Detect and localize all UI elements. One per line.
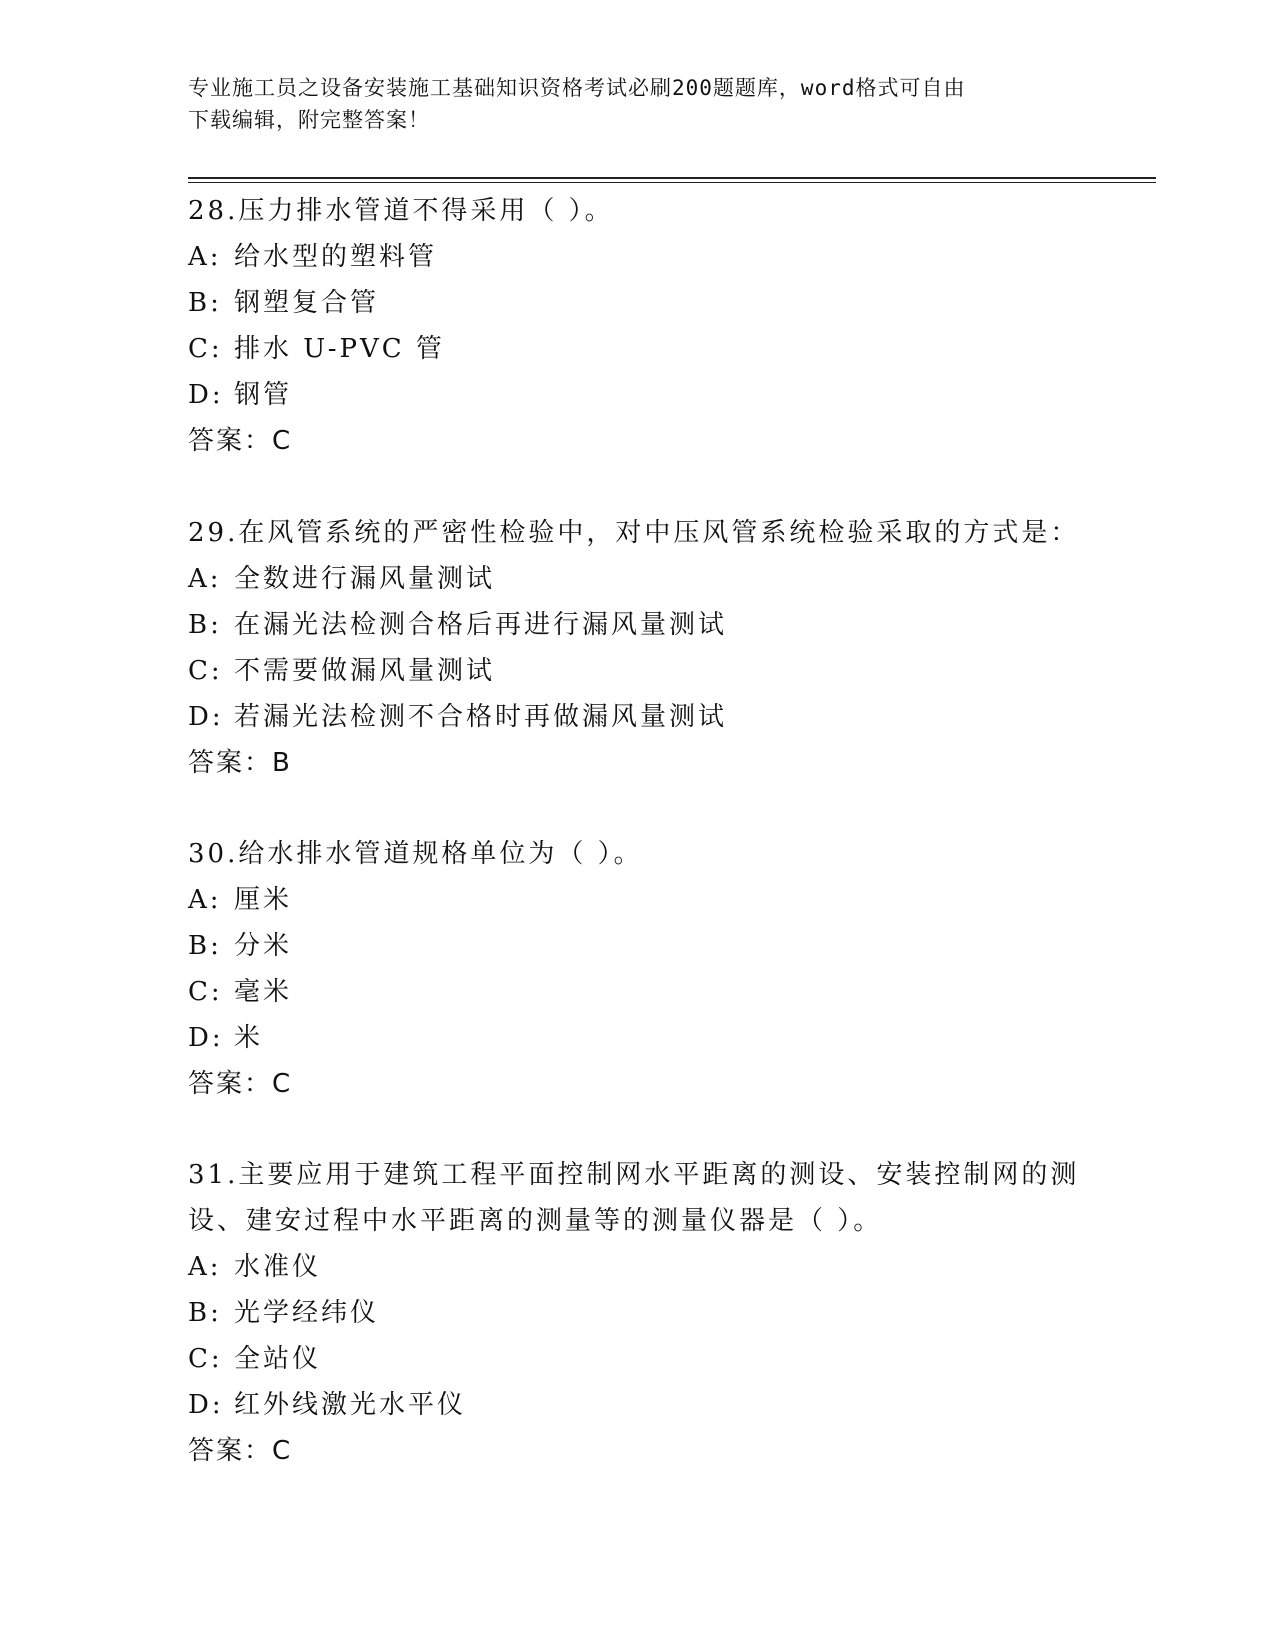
option-letter: B: xyxy=(188,610,222,640)
option-letter: A: xyxy=(188,564,222,594)
option-c xyxy=(188,1336,1088,1382)
question-stem: 31.主要应用于建筑工程平面控制网水平距离的测设、安装控制网的测设、建安过程中水平距离的测量等的测量仪器是（ ）。 xyxy=(188,1160,1080,1236)
question-stem: 28.压力排水管道不得采用（ ）。 xyxy=(188,196,614,226)
header-divider-thin xyxy=(188,182,1156,183)
option-text: 米 xyxy=(234,1023,264,1053)
header-line-2: 下载编辑，附完整答案！ xyxy=(188,108,430,132)
option-text: 红外线激光水平仪 xyxy=(234,1390,467,1420)
option-letter: C: xyxy=(188,977,223,1007)
option-text: 分米 xyxy=(234,931,293,961)
option-text: 钢管 xyxy=(234,380,293,410)
option-letter: B: xyxy=(188,288,222,318)
option-text: 厘米 xyxy=(234,885,293,915)
option-b xyxy=(188,280,1088,326)
option-letter: C: xyxy=(188,656,223,686)
option-letter: A: xyxy=(188,1252,222,1282)
option-letter: C: xyxy=(188,1344,223,1374)
option-d xyxy=(188,372,1088,418)
question-stem: 29.在风管系统的严密性检验中，对中压风管系统检验采取的方式是： xyxy=(188,518,1080,548)
option-text: 全站仪 xyxy=(234,1344,322,1374)
document-header xyxy=(188,72,1068,136)
option-text: 在漏光法检测合格后再进行漏风量测试 xyxy=(234,610,728,640)
option-d xyxy=(188,694,1088,740)
answer-line: 答案：C xyxy=(188,1069,293,1099)
option-letter: D: xyxy=(188,380,224,410)
option-c xyxy=(188,326,1088,372)
option-b xyxy=(188,1290,1088,1336)
option-text: 毫米 xyxy=(234,977,293,1007)
header-divider-thick xyxy=(188,177,1156,179)
option-letter: C: xyxy=(188,334,223,364)
option-c xyxy=(188,648,1088,694)
option-letter: A: xyxy=(188,885,222,915)
option-b xyxy=(188,923,1088,969)
option-text: 水准仪 xyxy=(234,1252,322,1282)
option-letter: B: xyxy=(188,931,222,961)
option-c xyxy=(188,969,1088,1015)
option-letter: B: xyxy=(188,1298,222,1328)
option-text: 排水 U-PVC 管 xyxy=(234,334,445,364)
question-31 xyxy=(188,1152,1088,1474)
option-d xyxy=(188,1015,1088,1061)
option-d xyxy=(188,1382,1088,1428)
header-line-1: 专业施工员之设备安装施工基础知识资格考试必刷200题题库，word格式可自由 xyxy=(188,76,966,100)
question-30 xyxy=(188,831,1088,1107)
option-text: 光学经纬仪 xyxy=(234,1298,380,1328)
option-b xyxy=(188,602,1088,648)
option-letter: D: xyxy=(188,1390,224,1420)
answer-line: 答案：C xyxy=(188,1436,293,1466)
answer-line: 答案：C xyxy=(188,426,293,456)
question-29 xyxy=(188,510,1088,786)
option-text: 给水型的塑料管 xyxy=(234,242,438,272)
question-28 xyxy=(188,188,1088,464)
option-letter: A: xyxy=(188,242,222,272)
option-text: 钢塑复合管 xyxy=(234,288,380,318)
option-letter: D: xyxy=(188,1023,224,1053)
option-text: 全数进行漏风量测试 xyxy=(234,564,496,594)
option-a xyxy=(188,234,1088,280)
option-a xyxy=(188,556,1088,602)
option-text: 不需要做漏风量测试 xyxy=(234,656,496,686)
answer-line: 答案：B xyxy=(188,748,292,778)
option-a xyxy=(188,1244,1088,1290)
option-a xyxy=(188,877,1088,923)
option-text: 若漏光法检测不合格时再做漏风量测试 xyxy=(234,702,728,732)
option-letter: D: xyxy=(188,702,224,732)
question-stem: 30.给水排水管道规格单位为（ ）。 xyxy=(188,839,643,869)
